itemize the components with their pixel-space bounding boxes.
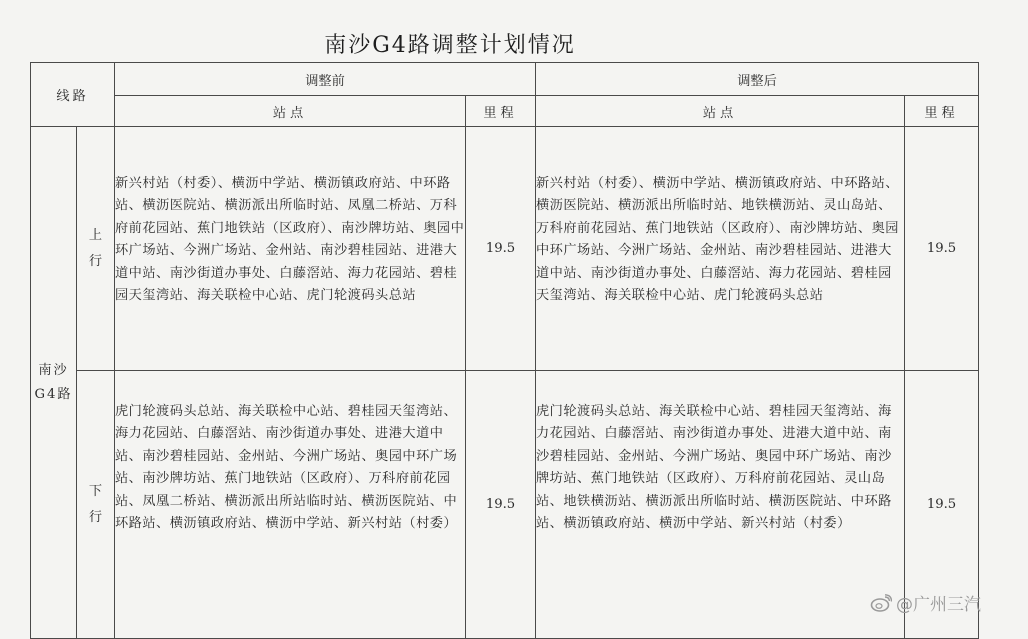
direction-down-line2: 行 [88, 509, 103, 525]
route-name-line1: 南沙 [38, 362, 69, 378]
down-before-distance: 19.5 [466, 371, 536, 639]
direction-up-line2: 行 [88, 253, 103, 269]
direction-down-cell [77, 371, 115, 639]
weibo-logo-icon [870, 594, 892, 617]
direction-down-line1: 下 [88, 483, 103, 499]
header-before-stations: 站点 [115, 96, 466, 127]
route-name-cell [31, 127, 77, 639]
down-after-distance: 19.5 [905, 371, 979, 639]
header-before: 调整前 [115, 63, 536, 96]
table-row-up [31, 127, 979, 371]
direction-up-cell [77, 127, 115, 371]
up-after-stops: 新兴村站（村委）、横沥中学站、横沥镇政府站、中环路站、横沥医院站、横沥派出所临时站、地铁横沥站、灵山岛站、万科府前花园站、蕉门地铁站（区政府）、南沙牌坊站、奥园中环广场站、今洲广场站、金州站、南沙碧桂园站、进港大道中站、南沙街道办事处、白藤滘站、海力花园站、碧桂园天玺湾站、海关联检中心站、虎门轮渡码头总站 [536, 127, 905, 371]
direction-up-line1: 上 [88, 227, 103, 243]
header-after-stations: 站点 [536, 96, 905, 127]
up-before-stops: 新兴村站（村委）、横沥中学站、横沥镇政府站、中环路站、横沥医院站、横沥派出所临时站、凤凰二桥站、万科府前花园站、蕉门地铁站（区政府）、南沙牌坊站、奥园中环广场站、今洲广场站、金州站、南沙碧桂园站、进港大道中站、南沙街道办事处、白藤滘站、海力花园站、碧桂园天玺湾站、海关联检中心站、虎门轮渡码头总站 [115, 127, 466, 371]
header-before-distance: 里程 [466, 96, 536, 127]
down-before-stops: 虎门轮渡码头总站、海关联检中心站、碧桂园天玺湾站、海力花园站、白藤滘站、南沙街道办事处、进港大道中站、南沙碧桂园站、金州站、今洲广场站、奥园中环广场站、南沙牌坊站、蕉门地铁站（区政府）、万科府前花园站、凤凰二桥站、横沥派出所站临时站、横沥医院站、中环路站、横沥镇政府站、横沥中学站、新兴村站（村委） [115, 371, 466, 639]
down-after-stops: 虎门轮渡码头总站、海关联检中心站、碧桂园天玺湾站、海力花园站、白藤滘站、南沙街道办事处、进港大道中站、南沙碧桂园站、金州站、今洲广场站、奥园中环广场站、南沙牌坊站、蕉门地铁站（区政府）、万科府前花园站、灵山岛站、地铁横沥站、横沥派出所临时站、横沥医院站、中环路站、横沥镇政府站、横沥中学站、新兴村站（村委） [536, 371, 905, 639]
up-before-distance: 19.5 [466, 127, 536, 371]
header-row-1 [31, 63, 979, 96]
header-after: 调整后 [536, 63, 979, 96]
route-name-line2: G4路 [34, 386, 73, 402]
watermark-text: @广州三汽 [896, 595, 981, 615]
route-adjustment-table [30, 62, 979, 639]
header-after-distance: 里程 [905, 96, 979, 127]
table-row-down [31, 371, 979, 639]
header-row-2 [31, 96, 979, 127]
watermark [870, 590, 981, 617]
header-route: 线路 [31, 63, 115, 127]
document-title: 南沙G4路调整计划情况 [324, 33, 576, 58]
up-after-distance: 19.5 [905, 127, 979, 371]
